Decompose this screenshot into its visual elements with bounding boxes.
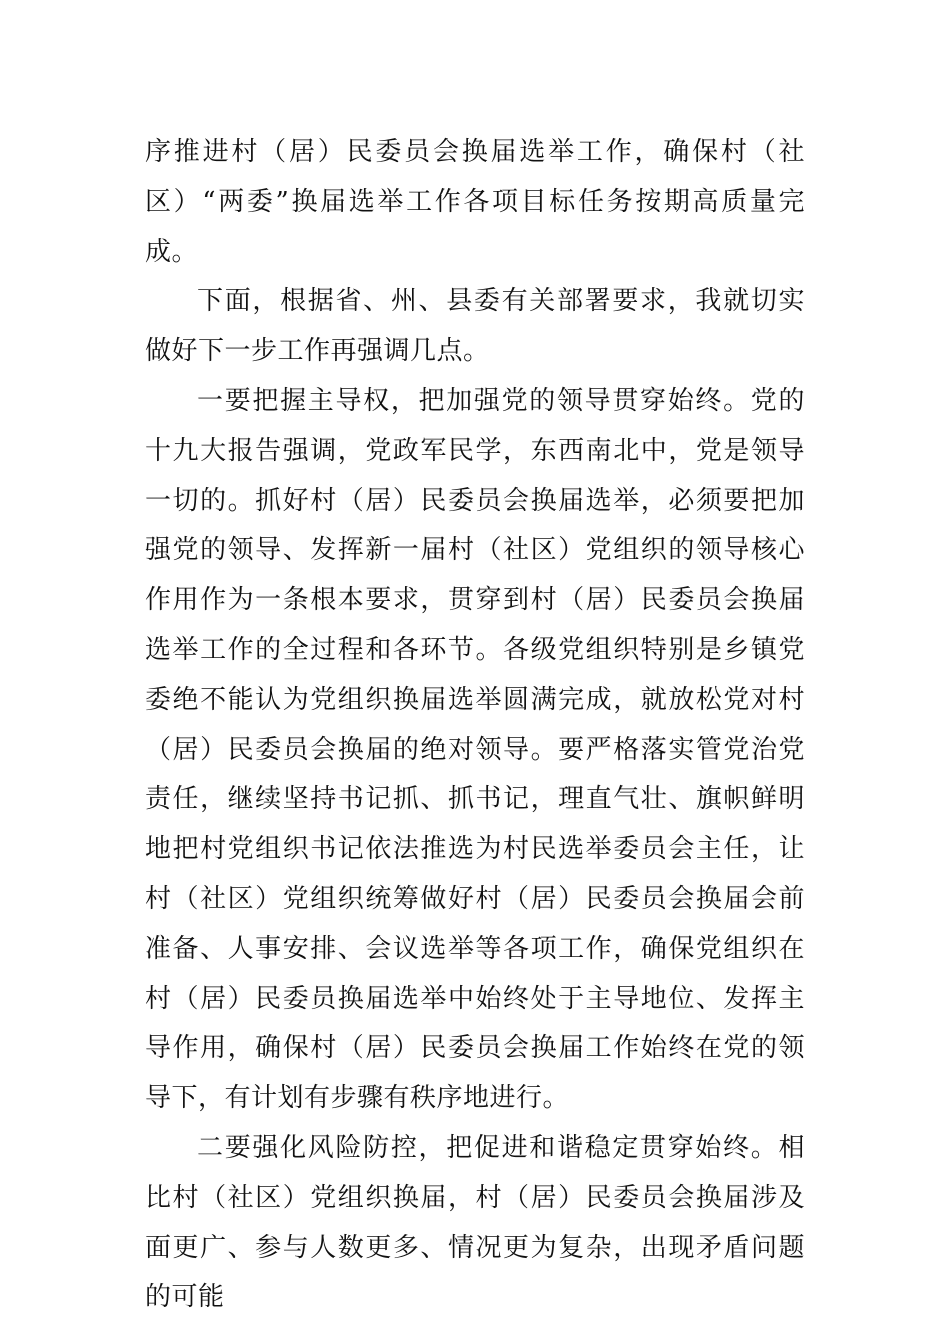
paragraph-continuation: 序推进村（居）民委员会换届选举工作，确保村（社区）“两委”换届选举工作各项目标任务按期高质量完成。 (145, 137, 805, 267)
paragraph-point-two: 二要强化风险防控，把促进和谐稳定贯穿始终。相比村（社区）党组织换届，村（居）民委员会换届涉及面更广、参与人数更多、情况更为复杂，出现矛盾问题的可能 (145, 1132, 805, 1313)
document-body (145, 128, 805, 1323)
paragraph-intro: 下面，根据省、州、县委有关部署要求，我就切实做好下一步工作再强调几点。 (145, 286, 805, 367)
paragraph-point-one: 一要把握主导权，把加强党的领导贯穿始终。党的十九大报告强调，党政军民学，东西南北中，党是领导一切的。抓好村（居）民委员会换届选举，必须要把加强党的领导、发挥新一届村（社区）党组织的领导核心作用作为一条根本要求，贯穿到村（居）民委员会换届选举工作的全过程和各环节。各级党组织特别是乡镇党委绝不能认为党组织换届选举圆满完成，就放松党对村（居）民委员会换届的绝对领导。要严格落实管党治党责任，继续坚持书记抓、抓书记，理直气壮、旗帜鲜明地把村党组织书记依法推选为村民选举委员会主任，让村（社区）党组织统筹做好村（居）民委员会换届会前准备、人事安排、会议选举等各项工作，确保党组织在村（居）民委员换届选举中始终处于主导地位、发挥主导作用，确保村（居）民委员会换届工作始终在党的领导下，有计划有步骤有秩序地进行。 (145, 385, 805, 1114)
